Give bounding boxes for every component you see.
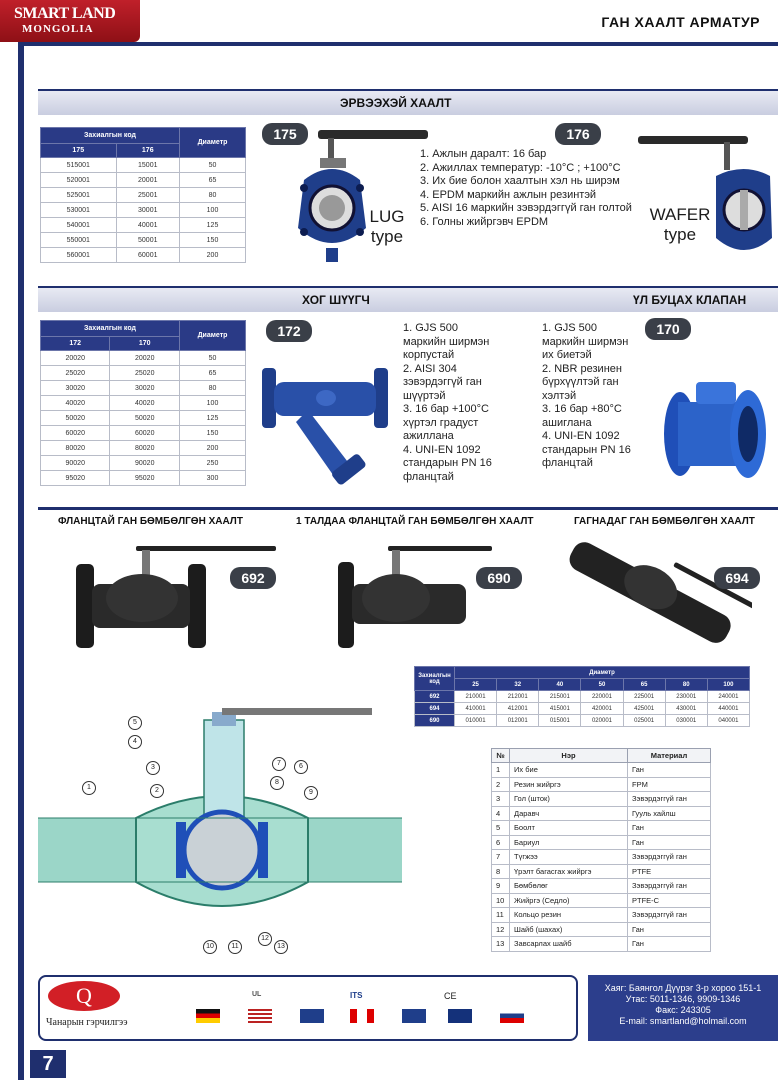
table-cell: 12 [492, 922, 510, 937]
spec-line: стандарын PN 16 [542, 443, 631, 456]
table-cell: 550001 [41, 233, 117, 248]
table-row [492, 821, 711, 836]
page-number: 7 [30, 1050, 66, 1078]
cert-its-label: ITS [350, 991, 363, 1000]
flag-germany-icon [196, 1009, 220, 1023]
callout-marker: 2 [150, 784, 164, 798]
ball-label-flanged: ФЛАНЦТАЙ ГАН БӨМБӨЛГӨН ХААЛТ [58, 516, 243, 527]
spec-line: хүртэл градуст [403, 416, 479, 429]
table-cell: 15001 [116, 158, 180, 173]
certification-flags [190, 989, 570, 1029]
table-cell: 425001 [623, 703, 665, 715]
flag-uk-icon [300, 1009, 324, 1023]
spec-line: их биетэй [542, 349, 592, 361]
quality-certificate-box [38, 975, 578, 1041]
butterfly-section-title: ЭРВЭЭХЭЙ ХААЛТ [340, 96, 452, 110]
table-row [492, 908, 711, 923]
spec-line: стандарын PN 16 [403, 457, 492, 469]
table-cell: 30020 [110, 381, 180, 396]
table-row [41, 188, 246, 203]
table-cell: 40020 [110, 396, 180, 411]
table-cell: 20020 [41, 351, 110, 366]
table-cell: 520001 [41, 173, 117, 188]
spec-line: 3. 16 бар +100°С [403, 403, 489, 415]
spec-line: 4. UNI-EN 1092 [542, 430, 620, 442]
mat-head-no: № [492, 749, 510, 763]
flag-eu-icon [402, 1009, 426, 1023]
table-cell: Ган [628, 922, 711, 937]
table-cell: Зэвэрдэггүй ган [628, 879, 711, 894]
cert-ce-label: CE [444, 991, 457, 1001]
table-cell: 25020 [110, 366, 180, 381]
company-logo [0, 0, 140, 42]
callout-marker: 10 [203, 940, 217, 954]
table-cell: 50 [180, 158, 246, 173]
table-cell: 530001 [41, 203, 117, 218]
table-cell: 225001 [623, 691, 665, 703]
badge-694: 694 [714, 567, 760, 589]
table-cell: 10 [492, 893, 510, 908]
spec-line: зэвэрдэггүй ган [403, 376, 482, 388]
table-cell: 440001 [707, 703, 749, 715]
table-cell: 80020 [110, 441, 180, 456]
spec-line: шүүртэй [403, 389, 446, 402]
table-row [415, 703, 750, 715]
table-cell: 1 [492, 763, 510, 778]
table-cell: 300 [180, 471, 246, 486]
table-row [41, 456, 246, 471]
callout-marker: 3 [146, 761, 160, 775]
table-cell: 7 [492, 850, 510, 865]
table-cell: 012001 [497, 715, 539, 727]
top-border-bar [18, 42, 778, 46]
table-row [41, 218, 246, 233]
table-cell: PTFE-C [628, 893, 711, 908]
table-cell: 80020 [41, 441, 110, 456]
table-row [492, 763, 711, 778]
table-sub-176: 176 [116, 144, 180, 158]
lug-label-line2: type [370, 227, 404, 246]
table-cell: 200 [180, 441, 246, 456]
ball-label-one-flange: 1 ТАЛДАА ФЛАНЦТАЙ ГАН БӨМБӨЛГӨН ХААЛТ [296, 516, 534, 527]
ball-valve-690-image [336, 540, 496, 650]
contact-line: Утас: 5011-1346, 9909-1346 [625, 994, 741, 1004]
table-cell: FPM [628, 777, 711, 792]
table-row [492, 777, 711, 792]
table-sub-172: 172 [41, 337, 110, 351]
table-cell: 3 [492, 792, 510, 807]
table-cell: 11 [492, 908, 510, 923]
spec-line: 2. AISI 304 [403, 362, 457, 375]
table-cell: 420001 [581, 703, 623, 715]
callout-marker: 12 [258, 932, 272, 946]
table-cell: 80 [180, 188, 246, 203]
spec-line: хэлтэй [542, 389, 577, 402]
left-border-bar [18, 44, 24, 1080]
table-cell: Их бие [510, 763, 628, 778]
table-cell: 65 [180, 366, 246, 381]
table-row [492, 835, 711, 850]
mat-head-material: Материал [628, 749, 711, 763]
table-head-code: Захиалгын код [41, 321, 180, 337]
check-valve-image [660, 372, 772, 490]
table-cell: Боолт [510, 821, 628, 836]
contact-info-box [588, 975, 778, 1041]
table-row [492, 922, 711, 937]
spec-line: корпустай [403, 349, 455, 361]
callout-marker: 8 [270, 776, 284, 790]
callout-marker: 6 [294, 760, 308, 774]
table-cell: 220001 [581, 691, 623, 703]
table-cell: Кольцо резин [510, 908, 628, 923]
spec-line: 2. NBR резинен [542, 362, 622, 375]
butterfly-spec-list [420, 148, 638, 229]
wafer-label-line2: type [663, 225, 697, 244]
table-cell: 212001 [497, 691, 539, 703]
table-cell: 30020 [41, 381, 110, 396]
table-cell: 025001 [623, 715, 665, 727]
badge-690: 690 [476, 567, 522, 589]
table-cell: Үрэлт багасгах жийргэ [510, 864, 628, 879]
table-row [492, 893, 711, 908]
callout-marker: 4 [128, 735, 142, 749]
check-valve-spec-list [542, 322, 652, 471]
table-cell: 20001 [116, 173, 180, 188]
table-cell: 215001 [539, 691, 581, 703]
flag-australia-icon [448, 1009, 472, 1023]
ball-valve-cross-section-diagram [36, 700, 412, 952]
ball-valve-692-image [74, 540, 280, 650]
table-cell: 13 [492, 937, 510, 952]
table-cell: 50020 [110, 411, 180, 426]
badge-172: 172 [266, 320, 312, 342]
table-cell: 125 [180, 411, 246, 426]
table-corner: Захиалгын код [415, 667, 455, 691]
table-cell: 415001 [539, 703, 581, 715]
spec-line: маркийн ширмэн [542, 335, 629, 348]
spec-line: 5. AISI 16 маркийн зэвэрдэггүй ган голтой [420, 202, 632, 214]
table-cell: Гууль хайлш [628, 806, 711, 821]
table-cell: 015001 [539, 715, 581, 727]
table-cell: 25020 [41, 366, 110, 381]
spec-line: 6. Голны жийргэвч EPDM [420, 215, 549, 228]
callout-marker: 9 [304, 786, 318, 800]
materials-table [491, 748, 711, 952]
table-cell: 90020 [41, 456, 110, 471]
flag-canada-icon [350, 1009, 374, 1023]
logo-line1: SMART LAND [14, 5, 116, 22]
table-row [41, 396, 246, 411]
table-cell: 50001 [116, 233, 180, 248]
table-sub-175: 175 [41, 144, 117, 158]
strainer-section-title: ХОГ ШҮҮГЧ [302, 293, 370, 307]
strainer-code-table [40, 320, 246, 486]
spec-line: 1. GJS 500 [403, 322, 459, 334]
table-cell: Шайб (шахах) [510, 922, 628, 937]
table-row [41, 158, 246, 173]
table-row [41, 411, 246, 426]
cert-ul-label: UL [252, 991, 262, 998]
table-cell: 010001 [455, 715, 497, 727]
page-title: ГАН ХААЛТ АРМАТУР [601, 14, 760, 30]
table-cell: 95020 [110, 471, 180, 486]
spec-line: фланцтай [403, 470, 454, 483]
table-cell: 150 [180, 426, 246, 441]
table-head-diameter: Диаметр [455, 667, 750, 679]
table-cell: 560001 [41, 248, 117, 263]
table-row [41, 441, 246, 456]
contact-line: Хаяг: Баянгол Дүүрэг 3-р хороо 151-1 [604, 983, 762, 993]
ball-section-divider [38, 507, 778, 510]
table-row [41, 426, 246, 441]
spec-line: 2. Ажиллах температур: -10°С ; +100°С [420, 161, 621, 174]
spec-line: 4. UNI-EN 1092 [403, 443, 481, 456]
table-cell: 25001 [116, 188, 180, 203]
table-cell: 4 [492, 806, 510, 821]
flag-russia-icon [500, 1009, 524, 1023]
table-row [492, 864, 711, 879]
table-row [41, 366, 246, 381]
table-cell: 5 [492, 821, 510, 836]
table-cell: Зэвэрдэггүй ган [628, 792, 711, 807]
spec-line: фланцтай [542, 457, 593, 469]
table-head-code: Захиалгын код [41, 128, 180, 144]
spec-line: ажиллана [403, 430, 454, 442]
table-cell: 240001 [707, 691, 749, 703]
wafer-label-line1: WAFER [649, 205, 711, 224]
table-cell: Түгжээ [510, 850, 628, 865]
table-cell: 020001 [581, 715, 623, 727]
size-header: 32 [497, 679, 539, 691]
check-valve-section-title: ҮЛ БУЦАХ КЛАПАН [633, 293, 747, 307]
table-cell: Завсарлах шайб [510, 937, 628, 952]
table-cell: 125 [180, 218, 246, 233]
table-cell: Бөмбөлөг [510, 879, 628, 894]
ball-valve-694-image [556, 540, 752, 656]
table-cell: 6 [492, 835, 510, 850]
table-cell: 60001 [116, 248, 180, 263]
table-cell: 80 [180, 381, 246, 396]
spec-line: 1. Ажлын даралт: 16 бар [420, 148, 547, 160]
table-cell: 95020 [41, 471, 110, 486]
quality-cert-text: Чанарын гэрчилгээ [46, 1017, 128, 1028]
size-header: 100 [707, 679, 749, 691]
badge-176: 176 [555, 123, 601, 145]
table-cell: Зэвэрдэггүй ган [628, 908, 711, 923]
table-row [415, 691, 750, 703]
butterfly-code-table [40, 127, 246, 263]
table-cell: 040001 [707, 715, 749, 727]
lug-valve-image [290, 128, 440, 268]
row-code: 692 [415, 691, 455, 703]
table-head-diameter: Диаметр [180, 128, 246, 158]
table-cell: 60020 [41, 426, 110, 441]
callout-marker: 1 [82, 781, 96, 795]
table-row [492, 937, 711, 952]
table-cell: 65 [180, 173, 246, 188]
size-header: 40 [539, 679, 581, 691]
ball-label-welded: ГАГНАДАГ ГАН БӨМБӨЛГӨН ХААЛТ [574, 516, 755, 527]
table-cell: 2 [492, 777, 510, 792]
table-cell: 9 [492, 879, 510, 894]
wafer-type-label [640, 205, 720, 245]
table-cell: PTFE [628, 864, 711, 879]
spec-line: 3. Их бие болон хаалтын хэл нь ширэм [420, 175, 620, 187]
table-cell: 50020 [41, 411, 110, 426]
spec-line: 3. 16 бар +80°С [542, 403, 622, 415]
table-row [492, 806, 711, 821]
size-header: 50 [581, 679, 623, 691]
table-cell: 430001 [665, 703, 707, 715]
table-sub-170: 170 [110, 337, 180, 351]
size-header: 25 [455, 679, 497, 691]
badge-175: 175 [262, 123, 308, 145]
table-cell: 210001 [455, 691, 497, 703]
spec-line: ашиглана [542, 416, 592, 429]
table-cell: 525001 [41, 188, 117, 203]
table-row [41, 173, 246, 188]
mat-head-name: Нэр [510, 749, 628, 763]
lug-type-label [362, 207, 412, 247]
table-row [492, 792, 711, 807]
table-row [41, 351, 246, 366]
callout-marker: 11 [228, 940, 242, 954]
table-cell: 412001 [497, 703, 539, 715]
badge-692: 692 [230, 567, 276, 589]
contact-line: E-mail: smartland@holmail.com [619, 1016, 747, 1026]
table-cell: 030001 [665, 715, 707, 727]
size-header: 65 [623, 679, 665, 691]
table-cell: 40020 [41, 396, 110, 411]
table-cell: Ган [628, 937, 711, 952]
table-cell: Даравч [510, 806, 628, 821]
table-cell: 410001 [455, 703, 497, 715]
table-cell: 150 [180, 233, 246, 248]
spec-line: 4. EPDM маркийн ажлын резинтэй [420, 188, 597, 201]
callout-marker: 7 [272, 757, 286, 771]
callout-marker: 13 [274, 940, 288, 954]
table-cell: Ган [628, 763, 711, 778]
table-row [41, 471, 246, 486]
callout-marker: 5 [128, 716, 142, 730]
badge-170: 170 [645, 318, 691, 340]
table-cell: 200 [180, 248, 246, 263]
table-cell: Зэвэрдэггүй ган [628, 850, 711, 865]
wafer-valve-image [636, 132, 778, 268]
strainer-spec-list [403, 322, 535, 484]
table-cell: 540001 [41, 218, 117, 233]
lug-label-line1: LUG [369, 207, 405, 226]
table-cell: Жийргэ (Седло) [510, 893, 628, 908]
table-cell: 50 [180, 351, 246, 366]
table-row [41, 381, 246, 396]
table-row [41, 203, 246, 218]
table-head-diameter: Диаметр [180, 321, 246, 351]
ball-valve-code-table [414, 666, 750, 727]
table-cell: 40001 [116, 218, 180, 233]
table-cell: Бариул [510, 835, 628, 850]
row-code: 694 [415, 703, 455, 715]
table-cell: 30001 [116, 203, 180, 218]
contact-line: Факс: 243305 [655, 1005, 711, 1015]
table-cell: Ган [628, 835, 711, 850]
table-cell: 60020 [110, 426, 180, 441]
table-row [41, 233, 246, 248]
table-cell: 250 [180, 456, 246, 471]
table-cell: Резин жийргэ [510, 777, 628, 792]
table-cell: 90020 [110, 456, 180, 471]
table-cell: 100 [180, 396, 246, 411]
table-cell: 20020 [110, 351, 180, 366]
size-header: 80 [665, 679, 707, 691]
table-cell: 100 [180, 203, 246, 218]
table-cell: Гол (шток) [510, 792, 628, 807]
row-code: 690 [415, 715, 455, 727]
table-row [492, 850, 711, 865]
table-cell: Ган [628, 821, 711, 836]
table-row [415, 715, 750, 727]
table-row [492, 879, 711, 894]
spec-line: бүрхүүлтэй ган [542, 376, 619, 388]
table-cell: 8 [492, 864, 510, 879]
spec-line: 1. GJS 500 [542, 322, 598, 334]
logo-line2: MONGOLIA [22, 23, 94, 35]
flag-usa-icon [248, 1009, 272, 1023]
table-cell: 515001 [41, 158, 117, 173]
table-cell: 230001 [665, 691, 707, 703]
spec-line: маркийн ширмэн [403, 335, 490, 348]
strainer-image [258, 350, 394, 494]
quality-q-logo: Q [48, 981, 120, 1011]
table-row [41, 248, 246, 263]
